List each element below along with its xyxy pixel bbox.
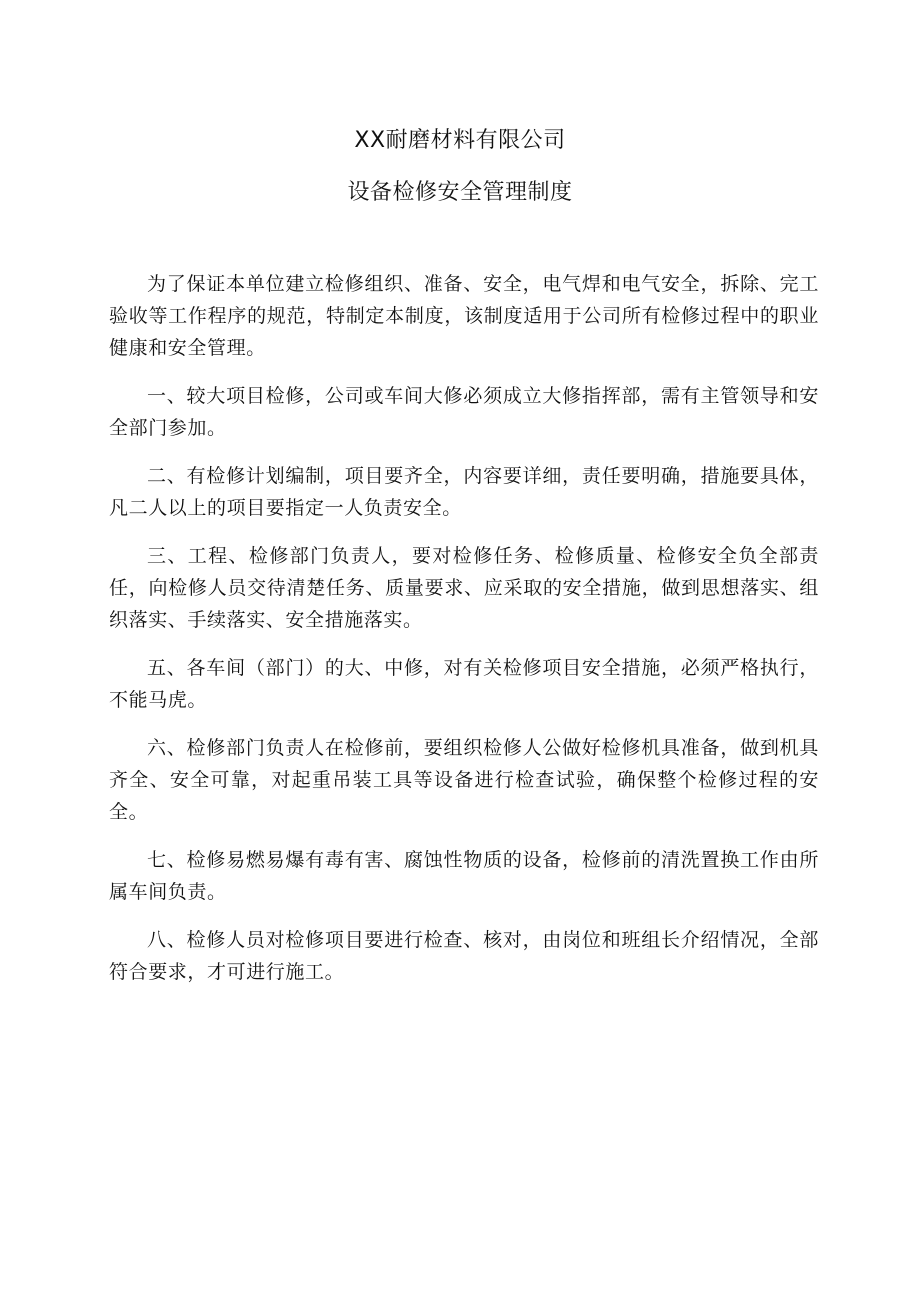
paragraph-item-1: 一、较大项目检修，公司或车间大修必须成立大修指挥部，需有主管领导和安全部门参加。 xyxy=(109,385,819,439)
document-body xyxy=(109,268,819,1004)
paragraph-item-7: 七、检修易燃易爆有毒有害、腐蚀性物质的设备，检修前的清洗置换工作由所属车间负责。 xyxy=(109,849,819,903)
paragraph-item-6: 六、检修部门负责人在检修前，要组织检修人公做好检修机具准备，做到机具齐全、安全可靠，对起重吊装工具等设备进行检查试验，确保整个检修过程的安全。 xyxy=(109,737,819,823)
company-name: XX耐磨材料有限公司 xyxy=(354,128,566,153)
paragraph-intro: 为了保证本单位建立检修组织、准备、安全，电气焊和电气安全，拆除、完工验收等工作程序的规范，特制定本制度，该制度适用于公司所有检修过程中的职业健康和安全管理。 xyxy=(109,273,819,359)
paragraph-item-8: 八、检修人员对检修项目要进行检查、核对，由岗位和班组长介绍情况，全部符合要求，才可进行施工。 xyxy=(109,929,819,983)
document-title: 设备检修安全管理制度 xyxy=(347,180,573,205)
paragraph-item-5: 五、各车间（部门）的大、中修，对有关检修项目安全措施，必须严格执行，不能马虎。 xyxy=(109,657,819,711)
document-header xyxy=(0,128,920,232)
paragraph-item-2: 二、有检修计划编制，项目要齐全，内容要详细，责任要明确，措施要具体，凡二人以上的项目要指定一人负责安全。 xyxy=(109,465,819,519)
paragraph-item-3: 三、工程、检修部门负责人，要对检修任务、检修质量、检修安全负全部责任，向检修人员交待清楚任务、质量要求、应采取的安全措施，做到思想落实、组织落实、手续落实、安全措施落实。 xyxy=(109,545,819,631)
